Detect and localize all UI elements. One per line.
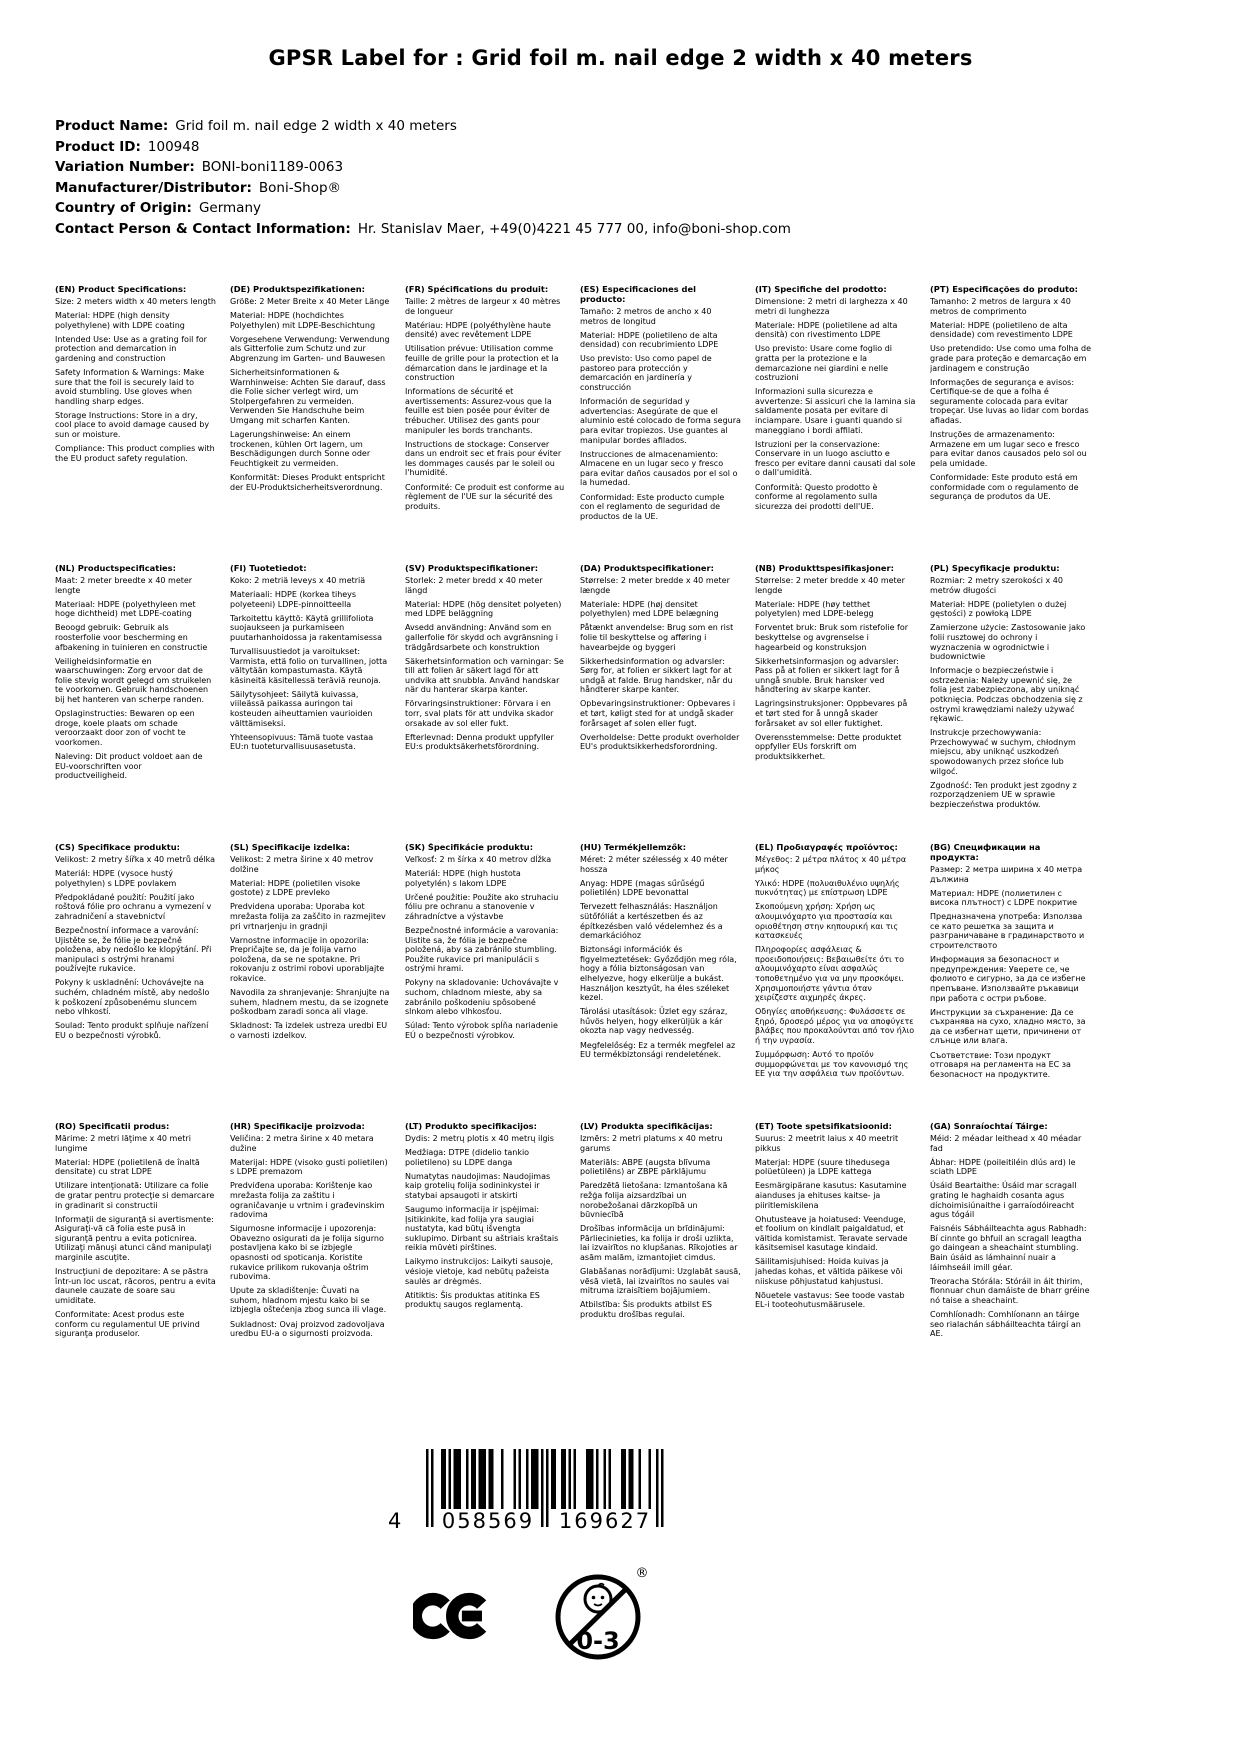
language-heading: (ES) Especificaciones del producto: [580,285,696,304]
spec-paragraph: Sikkerhedsinformation og advarsler: Sørg for, at folien er sikkert lagt for at undgå at falde. Brug handsker, når du håndterer skarpe kanter. [580,656,733,695]
spec-paragraph: Glabāšanas norādījumi: Uzglabāt sausā, vēsā vietā, lai izvairītos no saules vai mitruma izraisītiem bojājumiem. [580,1267,741,1296]
spec-paragraph: Koko: 2 metriä leveys x 40 metriä [230,575,366,585]
spec-paragraph: Materiāls: ABPE (augsta blīvuma polietilēns) ar ZBPE pārklājumu [580,1157,711,1177]
spec-paragraph: Información de seguridad y advertencias: Asegúrate de que el aluminio esté colocado de forma segura para evitar tropiezos. Use guantes al manipular bordes afilados. [580,397,741,445]
spec-paragraph: Opbevaringsinstruktioner: Opbevares i et tørt, køligt sted for at undgå skader forårsaget af solen eller fugt. [580,699,736,728]
spec-paragraph: Sicherheitsinformationen & Warnhinweise: Achten Sie darauf, dass die Folie sicher verlegt wird, um Stolpergefahren zu vermeiden. Verwenden Sie Handschuhe beim Umgang mit scharfen Kanten. [230,368,386,425]
language-heading: (SK) Špecifikácie produktu: [405,843,534,852]
spec-paragraph: Materiale: HDPE (polietilene ad alta densità) con rivestimento LDPE [755,320,898,340]
spec-paragraph: Informazioni sulla sicurezza e avvertenze: Si assicuri che la lamina sia saldamente posata per evitare di inciampare. Usare i guanti quando si maneggiano i bordi affilati. [755,387,916,435]
bottom-section [0,1401,1241,1761]
barcode-group1: 058569 [441,1509,535,1533]
language-block-ro [55,1122,216,1401]
language-block-da [580,564,741,843]
language-block-it [755,285,916,564]
product-info-row [55,157,1241,178]
spec-paragraph: Drošības informācija un brīdinājumi: Pārliecinieties, ka folija ir droši uzlikta, lai izvairītos no klupšanas. Rīkojoties ar asām malām, izmantojiet cimdus. [580,1224,738,1262]
spec-paragraph: Tamanho: 2 metros de largura x 40 metros de comprimento [930,296,1071,316]
spec-paragraph: Istruzioni per la conservazione: Conservare in un luogo asciutto e fresco per evitare danni causati dal sole o dall'umidità. [755,439,916,478]
spec-paragraph: Materiál: HDPE (vysoce hustý polyethylen) s LDPE povlakem [55,869,177,888]
spec-paragraph: Materiał: HDPE (polietylen o dużej gęstości) z powłoką LDPE [930,599,1067,619]
spec-paragraph: Storage Instructions: Store in a dry, cool place to avoid damage caused by sun or moisture. [55,410,210,440]
spec-paragraph: Intended Use: Use as a grating foil for protection and demarcation in gardening and construction [55,334,207,363]
spec-paragraph: Sikkerhetsinformasjon og advarsler: Pass på at folien er sikkert lagt for å unngå snuble. Bruk hansker ved håndtering av skarpe kanter. [755,656,900,695]
spec-paragraph: Konformität: Dieses Produkt entspricht der EU-Produktsicherheitsverordnung. [230,472,385,492]
spec-paragraph: Material: HDPE (polietilen visoke gostote) z LDPE prevleko [230,878,361,898]
spec-paragraph: Atitiktis: Šis produktas atitinka ES produktų saugos reglamentą. [405,1290,540,1310]
spec-paragraph: Utilisation prévue: Utilisation comme feuille de grille pour la protection et la démarcation dans le jardinage et la construction [405,344,559,383]
spec-paragraph: Veličina: 2 metra širine x 40 metara dužine [230,1133,374,1153]
language-heading: (SV) Produktspecifikationer: [405,564,539,573]
spec-paragraph: Dydis: 2 metrų plotis x 40 metrų ilgis [405,1133,554,1143]
spec-paragraph: Ohutusteave ja hoiatused: Veenduge, et foolium on kindlalt paigaldatud, et vältida komistamist. Teravate servade käsitsemisel kasutage kindaid. [755,1214,908,1253]
spec-paragraph: Uso previsto: Uso como papel de pastoreo para protección y demarcación en jardinería y construcción [580,354,712,393]
spec-paragraph: Méid: 2 méadar leithead x 40 méadar fad [930,1133,1082,1153]
spec-paragraph: Súlad: Tento výrobok spĺňa nariadenie EÚ o bezpečnosti výrobkov. [405,1021,558,1040]
field-label: Product ID: [55,138,141,155]
spec-paragraph: Tamaño: 2 metros de ancho x 40 metros de longitud [580,306,712,326]
spec-paragraph: Faisnéis Sábháilteachta agus Rabhadh: Bí cinnte go bhfuil an scragall leagtha go daingean a sheachaint stumbling. Bain úsáid as lámhainní nuair a láimhseáil imill géar. [930,1224,1087,1272]
field-value: Hr. Stanislav Maer, +49(0)4221 45 777 00, info@boni-shop.com [357,220,791,237]
spec-paragraph: Size: 2 meters width x 40 meters length [55,296,216,306]
language-heading: (PT) Especificações do produto: [930,285,1078,294]
product-info [55,116,1241,239]
language-block-bg [930,843,1091,1122]
spec-paragraph: Förvaringsinstruktioner: Förvara i en torr, sval plats för att undvika skador orsakade av sol eller fukt. [405,699,554,728]
barcode-group2: 169627 [558,1509,652,1533]
spec-paragraph: Instrucciones de almacenamiento: Almacene en un lugar seco y fresco para evitar daños causados por el sol o la humedad. [580,449,738,488]
product-info-row [55,178,1241,199]
language-block-de [230,285,391,564]
spec-paragraph: Säilytysohjeet: Säilytä kuivassa, viileässä paikassa auringon tai kosteuden aiheuttamien vaurioiden välttämiseksi. [230,689,373,728]
spec-paragraph: Izmērs: 2 metri platums x 40 metru garums [580,1133,723,1153]
language-heading: (SL) Specifikacije izdelka: [230,843,350,852]
language-block-nb [755,564,916,843]
language-block-fi [230,564,391,843]
spec-paragraph: Efterlevnad: Denna produkt uppfyller EU:s produktsäkerhetsförordning. [405,732,554,752]
spec-paragraph: Velikost: 2 metra širine x 40 metrov dolžine [230,854,374,874]
language-block-ga [930,1122,1091,1401]
language-heading: (DE) Produktspezifikationen: [230,285,365,294]
spec-paragraph: Beoogd gebruik: Gebruik als roosterfolie voor bescherming en afbakening in tuinieren en constructie [55,623,208,652]
spec-paragraph: Sigurnosne informacije i upozorenja: Obavezno osigurati da je folija sigurno postavljena kako bi se izbjegle opasnosti od spoticanja. Koristite rukavice prilikom rukovanja oštrim rubovima. [230,1224,384,1282]
language-block-lt [405,1122,566,1401]
spec-paragraph: Veiligheidsinformatie en waarschuwingen: Zorg ervoor dat de folie stevig wordt gelegd om struikelen te voorkomen. Gebruik handschoenen bij het hanteren van scherpe randen. [55,656,212,704]
spec-paragraph: Материал: HDPE (полиетилен с висока плътност) с LDPE покритие [930,888,1077,908]
spec-paragraph: Uso pretendido: Use como uma folha de grade para proteção e demarcação em jardinagem e construção [930,344,1091,373]
spec-paragraph: Zamierzone użycie: Zastosowanie jako folii rusztowej do ochrony i wyznaczenia w ogrodnictwie i budownictwie [930,623,1086,662]
spec-paragraph: Tervezett felhasználás: Használjon sütőfóliát a kertészetben és az építkezésben való védelemhez és a demarkációhoz [580,902,723,941]
product-info-row [55,137,1241,158]
language-heading: (FR) Spécifications du produit: [405,285,549,294]
language-heading: (FI) Tuotetiedot: [230,564,307,573]
spec-paragraph: Materiale: HDPE (høj densitet polyethylen) med LDPE belægning [580,599,719,619]
spec-paragraph: Treoracha Stórála: Stóráil in áit thirim, fionnuar chun damáiste de bharr gréine nó taise a sheachaint. [930,1276,1090,1305]
spec-paragraph: Material: HDPE (high density polyethylene) with LDPE coating [55,311,185,330]
spec-paragraph: Material: HDPE (polietileno de alta densidade) com revestimento LDPE [930,320,1073,340]
spec-paragraph: Úsáid Beartaithe: Úsáid mar scragall grating le haghaidh cosanta agus díchoimisiúnaithe i garraíodóireacht agus tógáil [930,1181,1077,1220]
page-title: GPSR Label for : Grid foil m. nail edge 2 width x 40 meters [268,46,973,70]
spec-paragraph: Instrukcje przechowywania: Przechowywać w suchym, chłodnym miejscu, aby uniknąć uszkodzeń spowodowanych przez słońce lub wilgoć. [930,728,1076,776]
language-heading: (ET) Toote spetsifikatsioonid: [755,1122,892,1131]
barcode [388,1449,688,1547]
spec-paragraph: Sukladnost: Ovaj proizvod zadovoljava uredbu EU-a o sigurnosti proizvoda. [230,1319,385,1339]
language-heading: (LT) Produkto specifikacijos: [405,1122,537,1131]
spec-paragraph: Materiaali: HDPE (korkea tiheys polyeteeni) LDPE-pinnoitteella [230,590,357,609]
spec-paragraph: Veľkosť: 2 m šírka x 40 metrov dĺžka [405,854,552,864]
language-block-sk [405,843,566,1122]
ce-mark-icon [413,1587,493,1649]
spec-paragraph: Pokyny k uskladnění: Uchovávejte na suchém, chladném místě, aby nedošlo k poškození způsobenému sluncem nebo vlhkostí. [55,978,210,1017]
spec-paragraph: Méret: 2 méter szélesség x 40 méter hossza [580,854,728,874]
spec-paragraph: Avsedd användning: Använd som en gallerfolie för skydd och avgränsning i trädgårdsarbete och konstruktion [405,623,559,652]
field-label: Contact Person & Contact Information: [55,220,351,237]
spec-paragraph: Opslaginstructies: Bewaren op een droge, koele plaats om schade veroorzaakt door zon of vocht te voorkomen. [55,709,195,747]
language-heading: (HU) Termékjellemzők: [580,843,687,852]
spec-paragraph: Paredzētā lietošana: Izmantošana kā režģa folija aizsardzībai un norobežošanai dārzkopībā un būvniecībā [580,1181,728,1220]
language-heading: (GA) Sonraíochtaí Táirge: [930,1122,1048,1131]
spec-paragraph: Materiaal: HDPE (polyethyleen met hoge dichtheid) met LDPE-coating [55,599,196,619]
spec-paragraph: Πληροφορίες ασφάλειας & προειδοποιήσεις: Βεβαιωθείτε ότι το αλουμινόχαρτο είναι ασφαλώς τοποθετημένο για να μην προσκόψει. Χρησιμοποιήστε γάντια όταν χειρίζεστε αιχμηρές άκρες. [755,945,905,1003]
field-label: Country of Origin: [55,200,192,216]
language-block-nl [55,564,216,843]
language-block-cs [55,843,216,1122]
spec-paragraph: Säilitamisjuhised: Hoida kuivas ja jahedas kohas, et vältida päikese või niiskuse põhjustatud kahjustusi. [755,1257,903,1286]
spec-paragraph: Anyag: HDPE (magas sűrűségű polietilén) LDPE bevonattal [580,878,705,898]
spec-paragraph: Størrelse: 2 meter bredde x 40 meter lengde [755,575,905,595]
spec-paragraph: Lagringsinstruksjoner: Oppbevares på et tørt sted for å unngå skader forårsaket av sol eller fuktighet. [755,699,908,728]
spec-paragraph: Předpokládané použití: Použití jako roštová fólie pro ochranu a vymezení v zahradničení a stavebnictví [55,892,212,921]
spec-paragraph: Materiale: HDPE (høy tetthet polyetylen) med LDPE-belegg [755,599,874,619]
spec-paragraph: Rozmiar: 2 metry szerokości x 40 metrów długości [930,575,1063,595]
spec-paragraph: Инструкции за съхранение: Да се съхранява на сухо, хладно място, за да се избегнат щети, причинени от слънце или влага. [930,1007,1086,1046]
language-heading: (RO) Specificatii produs: [55,1122,170,1131]
spec-paragraph: Zgodność: Ten produkt jest zgodny z rozporządzeniem UE w sprawie bezpieczeństwa produktów. [930,780,1077,809]
spec-paragraph: Turvallisuustiedot ja varoitukset: Varmista, että folio on turvallinen, jotta vältytään kompastumasta. Käytä käsineitä käsitellessä teräviä reunoja. [230,647,388,685]
spec-paragraph: Megfelelőség: Ez a termék megfelel az EU termékbiztonsági rendeletének. [580,1040,736,1060]
spec-paragraph: Overensstemmelse: Dette produktet oppfyller EUs forskrift om produktsikkerhet. [755,732,902,761]
spec-paragraph: Matériau: HDPE (polyéthylène haute densité) avec revêtement LDPE [405,320,551,340]
language-block-fr [405,285,566,564]
spec-paragraph: Storlek: 2 meter bredd x 40 meter längd [405,575,543,595]
spec-paragraph: Nõuetele vastavus: See toode vastab EL-i tooteohutusmäärusele. [755,1290,905,1310]
spec-paragraph: Saugumo informacija ir įspėjimai: Įsitikinkite, kad folija yra saugiai nustatyta, kad būtų išvengta suklupimo. Dirbant su aštriais kraštais reikia mūvėti pirštines. [405,1205,559,1253]
language-heading: (PL) Specyfikacje produktu: [930,564,1060,573]
spec-paragraph: Instrucţiuni de depozitare: A se păstra într-un loc uscat, răcoros, pentru a evita daunele cauzate de soare sau umiditate. [55,1267,216,1305]
spec-paragraph: Påtænkt anvendelse: Brug som en rist folie til beskyttelse og afføring i havearbejde og byggeri [580,623,734,652]
spec-paragraph: Safety Information & Warnings: Make sure that the foil is securely laid to avoid stumbling. Use gloves when handling sharp edges. [55,368,205,406]
spec-paragraph: Material: HDPE (polietilenă de înaltă densitate) cu strat LDPE [55,1157,200,1177]
spec-paragraph: Pokyny na skladovanie: Uchovávajte v suchom, chladnom mieste, aby sa zabránilo poškodeniu spôsobené slnkom alebo vlhkosťou. [405,978,559,1017]
language-heading: (NB) Produkttspesifikasjoner: [755,564,894,573]
spec-paragraph: Informações de segurança e avisos: Certifique-se de que a folha é seguramente colocada para evitar tropeçar. Use luvas ao lidar com bordas afiadas. [930,377,1089,425]
spec-paragraph: Predvidena uporaba: Uporaba kot mrežasta folija za zaščito in razmejitev pri vrtnarjenju in gradnji [230,902,386,931]
spec-paragraph: Velikost: 2 metry šířka x 40 metrů délka [55,854,216,864]
field-value: Germany [198,200,261,216]
spec-paragraph: Размер: 2 метра ширина x 40 метра дължина [930,864,1083,884]
language-block-et [755,1122,916,1401]
product-info-row [55,198,1241,219]
spec-paragraph: Συμμόρφωση: Αυτό το προϊόν συμμορφώνεται με τον κανονισμό της ΕΕ για την ασφάλεια των προϊόντων. [755,1050,909,1079]
spec-paragraph: Informacje o bezpieczeństwie i ostrzeżenia: Należy upewnić się, że folia jest zabezpieczona, aby uniknąć potknięcia. Podczas obchodzenia się z ostrymi krawędziami należy używać rękawic. [930,666,1083,724]
field-value: Boni-Shop® [258,179,342,196]
spec-paragraph: Eesmärgipärane kasutus: Kasutamine aianduses ja ehituses kaitse- ja piiritlemiskilena [755,1181,907,1210]
spec-paragraph: Uso previsto: Usare come foglio di gratta per la protezione e la demarcazione nei giardini e nelle costruzioni [755,344,892,383]
spec-paragraph: Lagerungshinweise: An einem trockenen, kühlen Ort lagern, um Beschädigungen durch Sonne oder Feuchtigkeit zu vermeiden. [230,430,371,468]
spec-paragraph: Съответствие: Този продукт отговаря на регламента на ЕС за безопасност на продуктите. [930,1050,1071,1079]
spec-paragraph: Yhteensopivuus: Tämä tuote vastaa EU:n tuoteturvallisuusasetusta. [230,732,374,752]
spec-paragraph: Forventet bruk: Bruk som ristefolie for beskyttelse og avgrenselse i hagearbeid og konstruksjon [755,623,909,652]
spec-paragraph: Materiál: HDPE (high hustota polyetylén) s lakom LDPE [405,869,521,888]
age-warning-0-3-icon [554,1561,650,1671]
spec-paragraph: Størrelse: 2 meter bredde x 40 meter længde [580,575,730,595]
spec-paragraph: Σκοπούμενη χρήση: Χρήση ως αλουμινόχαρτο για προστασία και οριοθέτηση στην κηπουρική και τις κατασκευές [755,902,899,941]
language-heading: (LV) Produkta specifikācijas: [580,1122,713,1131]
spec-paragraph: Biztonsági információk és figyelmeztetések: Győződjön meg róla, hogy a fólia biztonságosan van elhelyezve, hogy elkerülje a bukást. Használjon kesztyűt, ha éles széleket kezel. [580,945,737,1003]
spec-grid [55,285,1241,1401]
spec-paragraph: Predviđena uporaba: Korištenje kao mrežasta folija za zaštitu i ograničavanje u vrtnim i građevinskim radovima [230,1181,385,1220]
spec-paragraph: Bezpečnostné informácie a varovania: Uistite sa, že fólia je bezpečne položená, aby sa zabránilo stumbling. Použite rukavice pri manipulácii s ostrými hrami. [405,926,559,974]
spec-paragraph: Medžiaga: DTPE (didelio tankio polietileno) su LDPE danga [405,1148,530,1167]
spec-paragraph: Vorgesehene Verwendung: Verwendung als Gitterfolie zum Schutz und zur Abgrenzung im Garten- und Bauwesen [230,334,390,363]
spec-paragraph: Информация за безопасност и предупреждения: Уверете се, че фолиото е сигурно, за да се избегне препъване. Използвайте ръкавици при работа с остри ръбове. [930,955,1086,1003]
spec-paragraph: Bezpečnostní informace a varování: Ujistěte se, že fólie je bezpečně položena, aby nedošlo ke klopýtání. Při manipulaci s ostrými hranami používejte rukavice. [55,926,212,974]
spec-paragraph: Ábhar: HDPE (poileitiléin dlús ard) le sciath LDPE [930,1157,1076,1177]
spec-paragraph: Numatytas naudojimas: Naudojimas kaip grotelių folija sodininkystei ir statybai apsaugoti ir atskirti [405,1171,551,1200]
spec-paragraph: Instructions de stockage: Conserver dans un endroit sec et frais pour éviter les dommages causés par le soleil ou l'humidité. [405,439,562,478]
spec-paragraph: Предназначена употреба: Използва се като решетка за защита и разграничаване в градинарството и строителството [930,912,1085,951]
spec-paragraph: Material: HDPE (polietileno de alta densidad) con recubrimiento LDPE [580,330,719,350]
spec-paragraph: Suurus: 2 meetrit laius x 40 meetrit pikkus [755,1133,899,1153]
spec-paragraph: Tárolási utasítások: Üzlet egy száraz, hűvös helyen, hogy elkerüljük a kár okozta nap vagy nedvesség. [580,1007,728,1036]
field-value: 100948 [147,138,200,155]
spec-paragraph: Conformidad: Este producto cumple con el reglamento de seguridad de productos de la UE. [580,492,725,521]
spec-paragraph: Material: HDPE (hochdichtes Polyethylen) mit LDPE-Beschichtung [230,311,376,330]
language-block-hr [230,1122,391,1401]
spec-paragraph: Skladnost: Ta izdelek ustreza uredbi EU o varnosti izdelkov. [230,1021,388,1040]
language-block-hu [580,843,741,1122]
spec-paragraph: Naleving: Dit product voldoet aan de EU-voorschriften voor productveiligheid. [55,751,203,781]
spec-paragraph: Größe: 2 Meter Breite x 40 Meter Länge [230,296,390,306]
language-block-pt [930,285,1091,564]
language-heading: (DA) Produktspecifikationer: [580,564,714,573]
spec-paragraph: Dimensione: 2 metri di larghezza x 40 metri di lunghezza [755,296,908,316]
field-label: Manufacturer/Distributor: [55,179,252,196]
spec-paragraph: Materjal: HDPE (suure tihedusega polüetüleen) ja LDPE kattega [755,1157,890,1177]
spec-paragraph: Overholdelse: Dette produkt overholder EU's produktsikkerhedsforordning. [580,732,740,752]
spec-paragraph: Tarkoitettu käyttö: Käytä grillifoliota suojaukseen ja purkamiseen puutarhanhoidossa ja rakentamisessa [230,613,382,642]
language-heading: (EN) Product Specifications: [55,285,187,294]
spec-paragraph: Conformité: Ce produit est conforme au règlement de l'UE sur la sécurité des produits. [405,482,565,511]
language-block-en [55,285,216,564]
field-value: BONI-boni1189-0063 [201,159,344,175]
spec-paragraph: Compliance: This product complies with the EU product safety regulation. [55,444,215,463]
spec-paragraph: Materijal: HDPE (visoko gusti polietilen) s LDPE premazom [230,1157,388,1177]
language-block-pl [930,564,1091,843]
spec-paragraph: Instruções de armazenamento: Armazene em um lugar seco e fresco para evitar danos causados pelo sol ou pela umidade. [930,430,1087,468]
spec-paragraph: Navodila za shranjevanje: Shranjujte na suhem, hladnem mestu, da se izognete poškodbam zaradi sonca ali vlage. [230,988,390,1017]
spec-paragraph: Material: HDPE (hög densitet polyeten) med LDPE beläggning [405,599,562,619]
spec-paragraph: Conformitate: Acest produs este conform cu regulamentul UE privind siguranţa produselor. [55,1309,200,1339]
spec-paragraph: Comhlíonadh: Comhlíonann an táirge seo rialachán sábháilteachta táirgí an AE. [930,1309,1081,1339]
spec-paragraph: Soulad: Tento produkt splňuje nařízení EU o bezpečnosti výrobků. [55,1021,209,1040]
age-range-label: 0-3 [576,1627,620,1655]
language-block-sv [405,564,566,843]
language-heading: (CS) Specifikace produktu: [55,843,180,852]
language-block-es [580,285,741,564]
spec-paragraph: Taille: 2 mètres de largeur x 40 mètres de longueur [405,296,561,316]
language-block-lv [580,1122,741,1401]
registered-trademark-symbol: ® [635,1566,649,1581]
spec-paragraph: Υλικό: HDPE (πολυαιθυλένιο υψηλής πυκνότητας) με επίστρωση LDPE [755,878,900,898]
spec-paragraph: Conformidade: Este produto está em conformidade com o regulamento de segurança de produtos da UE. [930,472,1079,502]
product-info-row [55,219,1241,240]
language-heading: (BG) Спецификации на продукта: [930,843,1041,862]
spec-paragraph: Informaţii de siguranţă si avertismente: Asiguraţi-vă că folia este pusă in siguranţă pentru a evita poticnirea. Utilizaţi mănuşi atunci când manipulaţi marginile ascuţite. [55,1214,214,1262]
language-heading: (IT) Specifiche del prodotto: [755,285,887,294]
spec-paragraph: Utilizare intenţionată: Utilizare ca folie de gratar pentru protecţie si demarcare in gradinarit si constructii [55,1181,215,1210]
spec-paragraph: Maat: 2 meter breedte x 40 meter lengte [55,575,193,595]
language-heading: (EL) Προδιαγραφές προϊόντος: [755,843,898,852]
spec-paragraph: Laikymo instrukcijos: Laikyti sausoje, vėsioje vietoje, kad nebūtų pažeista saulės ar drėgmės. [405,1257,554,1286]
language-heading: (NL) Productspecificaties: [55,564,176,573]
spec-paragraph: Säkerhetsinformation och varningar: Se till att folien är säkert lagd för att undvika att snubbla. Använd handskar när du hanterar skarpa kanter. [405,656,564,695]
field-value: Grid foil m. nail edge 2 width x 40 meters [175,118,457,134]
field-label: Product Name: [55,118,169,134]
language-block-el [755,843,916,1122]
spec-paragraph: Mărime: 2 metri lăţime x 40 metri lungime [55,1133,191,1153]
spec-paragraph: Οδηγίες αποθήκευσης: Φυλάσσετε σε ξηρό, δροσερό μέρος για να αποφύγετε βλάβες που προκαλούνται από τον ήλιο ή την υγρασία. [755,1007,915,1046]
barcode-lead-digit: 4 [388,1509,402,1533]
spec-paragraph: Upute za skladištenje: Čuvati na suhom, hladnom mjestu kako bi se izbjegla oštećenja zbog sunca ili vlage. [230,1286,387,1315]
field-label: Variation Number: [55,159,195,175]
spec-paragraph: Varnostne informacije in opozorila: Prepričajte se, da je folija varno položena, da se ne spotakne. Pri rokovanju z ostrimi robovi uporabljajte rokavice. [230,935,385,983]
spec-paragraph: Informations de sécurité et avertissements: Assurez-vous que la feuille est bien posée pour éviter de trébucher. Utilisez des gants pour manipuler les bords tranchants. [405,387,552,435]
spec-paragraph: Určené použitie: Použite ako struhaciu fóliu pre ochranu a stanovenie v záhradníctve a výstavbe [405,892,559,921]
language-heading: (HR) Specifikacije proizvoda: [230,1122,365,1131]
spec-paragraph: Conformità: Questo prodotto è conforme al regolamento sulla sicurezza dei prodotti dell'UE. [755,482,878,511]
product-info-row [55,116,1241,137]
language-block-sl [230,843,391,1122]
spec-paragraph: Μέγεθος: 2 μέτρα πλάτος x 40 μέτρα μήκος [755,854,907,874]
spec-paragraph: Atbilstība: Šis produkts atbilst ES produktu drošības regulai. [580,1300,713,1319]
